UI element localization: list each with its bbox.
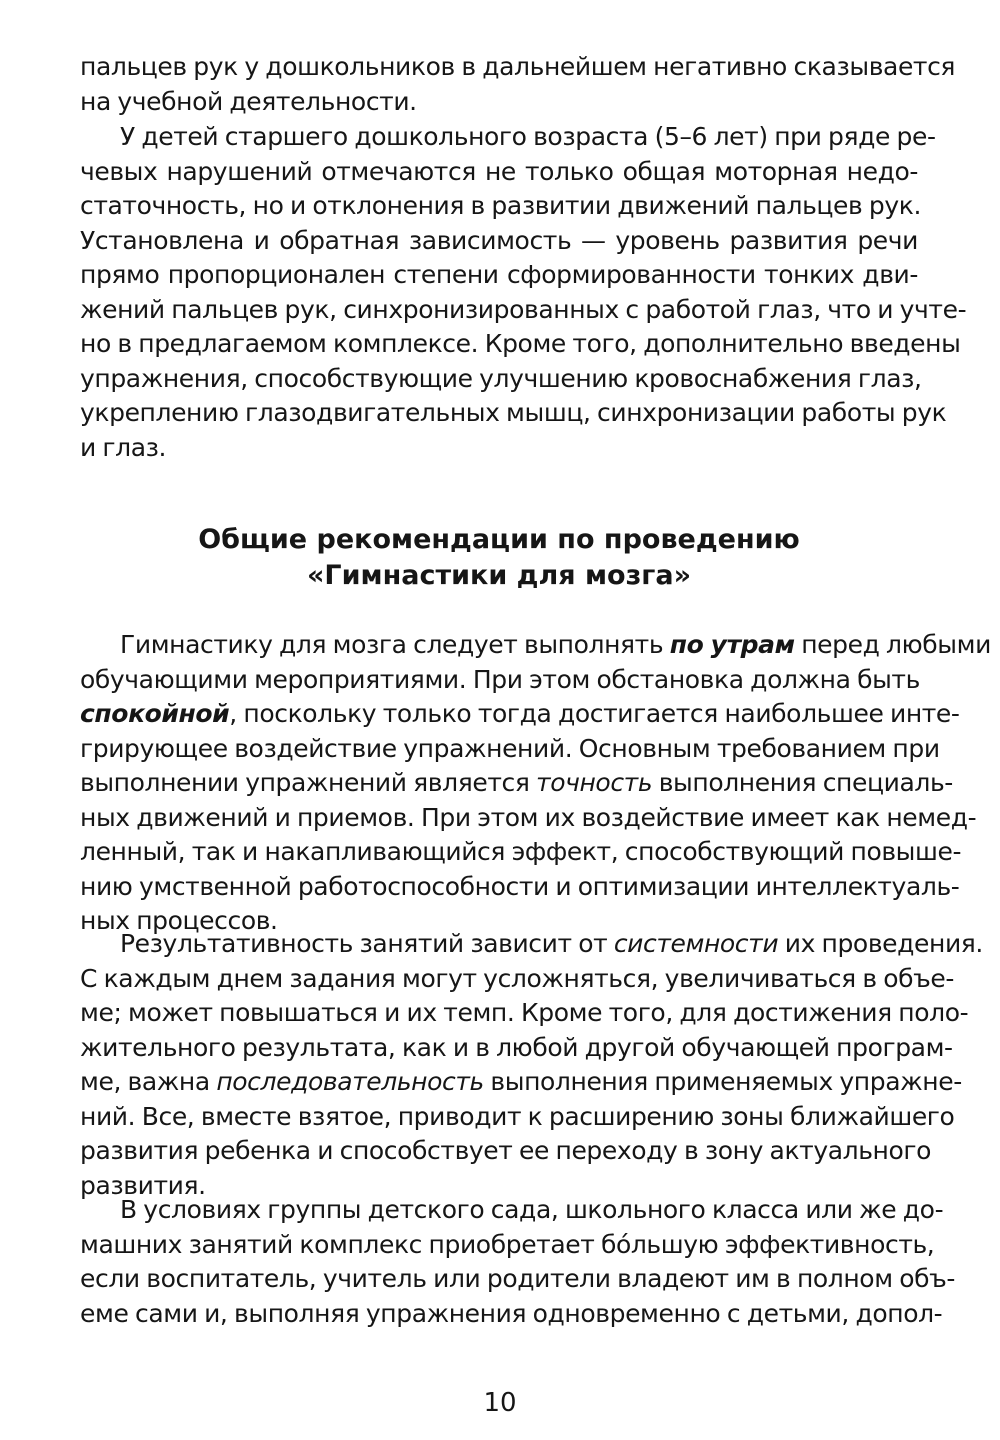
text-run: Результативность занятий зависит от — [120, 929, 614, 958]
text-run: выполнении упражнений является — [80, 768, 537, 797]
text-run: Гимнастику для мозга следует выполнять — [120, 630, 670, 659]
paragraph-systematic — [80, 927, 983, 1203]
emphasis-text: спокойной — [80, 699, 230, 728]
text-line: В условиях группы детского сада, школьного класса или же до- — [120, 1195, 944, 1224]
emphasis-text: по утрам — [669, 630, 795, 659]
text-line: еме сами и, выполняя упражнения одновременно с детьми, допол- — [80, 1298, 943, 1328]
text-line: пальцев рук у дошкольников в дальнейшем негативно сказывается — [80, 52, 956, 81]
text-line: жений пальцев рук, синхронизированных с работой глаз, что и учте- — [80, 294, 967, 324]
text-line: прямо пропорционален степени сформированности тонких дви- — [80, 260, 918, 289]
paragraph-morning-routine — [80, 628, 991, 939]
text-line: грирующее воздействие упражнений. Основным требованием при — [80, 733, 940, 763]
text-line: и глаз. — [80, 432, 167, 462]
text-line: обучающими мероприятиями. При этом обстановка должна быть — [80, 664, 920, 694]
text-run: перед любыми — [794, 630, 991, 659]
text-line: чевых нарушений отмечаются не только общая моторная недо- — [80, 156, 918, 186]
text-line: если воспитатель, учитель или родители владеют им в полном объ- — [80, 1264, 956, 1293]
paragraph-speech-development — [80, 120, 967, 465]
text-line: развития ребенка и способствует ее переходу в зону актуального — [80, 1136, 932, 1165]
text-line — [80, 1065, 962, 1100]
text-line — [80, 927, 983, 962]
text-run: , поскольку только тогда достигается наибольшее инте- — [229, 699, 960, 728]
text-line: упражнения, способствующие улучшению кровоснабжения глаз, — [80, 363, 922, 393]
text-run: их проведения. — [778, 929, 983, 958]
text-line: ний. Все, вместе взятое, приводит к расширению зоны ближайшего — [80, 1101, 955, 1131]
emphasis-text: системности — [613, 929, 779, 958]
text-line: У детей старшего дошкольного возраста (5–6 лет) при ряде ре- — [120, 122, 936, 151]
text-run: выполнения специаль- — [652, 768, 953, 797]
text-line: нию умственной работоспособности и оптимизации интеллектуаль- — [80, 871, 960, 901]
heading-line-1: Общие рекомендации по проведению — [198, 524, 800, 555]
text-line — [80, 697, 960, 732]
emphasis-text: последовательность — [216, 1067, 484, 1096]
emphasis-text: точность — [536, 768, 653, 797]
text-line: развития. — [80, 1170, 206, 1200]
text-line: С каждым днем задания могут усложняться, увеличиваться в объе- — [80, 963, 954, 993]
text-line — [80, 628, 991, 663]
text-line: но в предлагаемом комплексе. Кроме того, дополнительно введены — [80, 329, 961, 358]
section-heading — [80, 522, 918, 594]
text-line: статочность, но и отклонения в развитии движений пальцев рук. — [80, 191, 922, 220]
text-run: выполнения применяемых упражне- — [483, 1067, 962, 1096]
text-line: жительного результата, как и в любой другой обучающей програм- — [80, 1032, 953, 1062]
heading-line-2: «Гимнастики для мозга» — [306, 560, 692, 591]
text-line — [80, 766, 953, 801]
text-line: ных движений и приемов. При этом их воздействие имеет как немед- — [80, 802, 977, 832]
text-line: машних занятий комплекс приобретает бóльшую эффективность, — [80, 1229, 935, 1259]
page-number: 10 — [483, 1388, 517, 1418]
text-line: ленный, так и накапливающийся эффект, способствующий повыше- — [80, 837, 962, 866]
paragraph-group-settings — [80, 1193, 956, 1331]
intro-paragraph-tail — [80, 50, 956, 119]
text-line: на учебной деятельности. — [80, 86, 417, 116]
text-line: укреплению глазодвигательных мышц, синхронизации работы рук — [80, 398, 947, 427]
text-line: Установлена и обратная зависимость — уровень развития речи — [80, 225, 918, 255]
text-run: ме, важна — [80, 1067, 217, 1096]
text-line: ме; может повышаться и их темп. Кроме того, для достижения поло- — [80, 998, 969, 1027]
text-line: ных процессов. — [80, 906, 278, 935]
